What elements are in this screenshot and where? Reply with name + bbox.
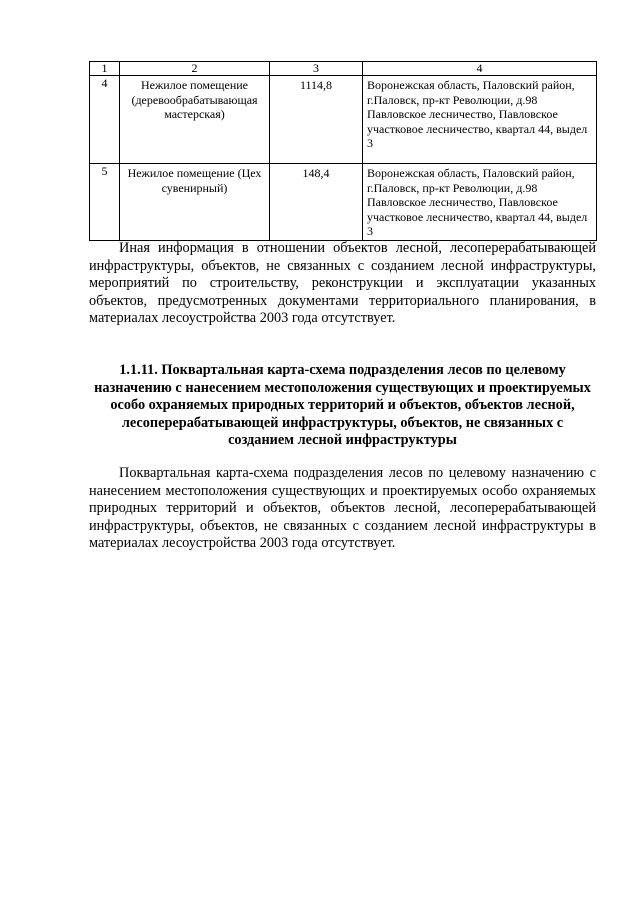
row-number: 5 bbox=[90, 164, 120, 241]
table-header-cell: 4 bbox=[363, 62, 597, 76]
section-heading: 1.1.11. Поквартальная карта-схема подразделения лесов по целевому назначению с нанесением местоположения существующих и проектируемых особо охраняемых природных территорий и объектов, объектов лесной, лесоперерабатывающей инфраструктуры, объектов, не связанных с созданием лесной инфраструктуры bbox=[94, 362, 591, 449]
object-address: Воронежская область, Паловский район, г.Паловск, пр-кт Революции, д.98 Павловское лесничество, Павловское участковое лесничество, квартал 44, выдел 3 bbox=[363, 76, 597, 164]
table-header-cell: 3 bbox=[270, 62, 363, 76]
paragraph-map-scheme: Поквартальная карта-схема подразделения лесов по целевому назначению с нанесением местоположения существующих и проектируемых особо охраняемых природных территорий и объектов, объектов лесной, лесоперерабатывающей инфраструктуры, объектов, не связанных с созданием лесной инфраструктуры в материалах лесоустройства 2003 года отсутствует. bbox=[89, 465, 596, 552]
object-name: Нежилое помещение (Цех сувенирный) bbox=[120, 164, 270, 241]
object-name: Нежилое помещение (деревообрабатывающая мастерская) bbox=[120, 76, 270, 164]
paragraph-other-info: Иная информация в отношении объектов лесной, лесоперерабатывающей инфраструктуры, объектов, не связанных с созданием лесной инфраструктуры, мероприятий по строительству, реконструкции и эксплуатации указанных объектов, предусмотренных документами территориального планирования, в материалах лесоустройства 2003 года отсутствует. bbox=[89, 240, 596, 327]
table-header-cell: 1 bbox=[90, 62, 120, 76]
objects-table bbox=[89, 61, 597, 241]
object-area: 1114,8 bbox=[270, 76, 363, 164]
table-header-cell: 2 bbox=[120, 62, 270, 76]
table-row bbox=[90, 164, 597, 241]
object-address: Воронежская область, Паловский район, г.Паловск, пр-кт Революции, д.98 Павловское лесничество, Павловское участковое лесничество, квартал 44, выдел 3 bbox=[363, 164, 597, 241]
row-number: 4 bbox=[90, 76, 120, 164]
table-row bbox=[90, 76, 597, 164]
table-header-row bbox=[90, 62, 597, 76]
object-area: 148,4 bbox=[270, 164, 363, 241]
